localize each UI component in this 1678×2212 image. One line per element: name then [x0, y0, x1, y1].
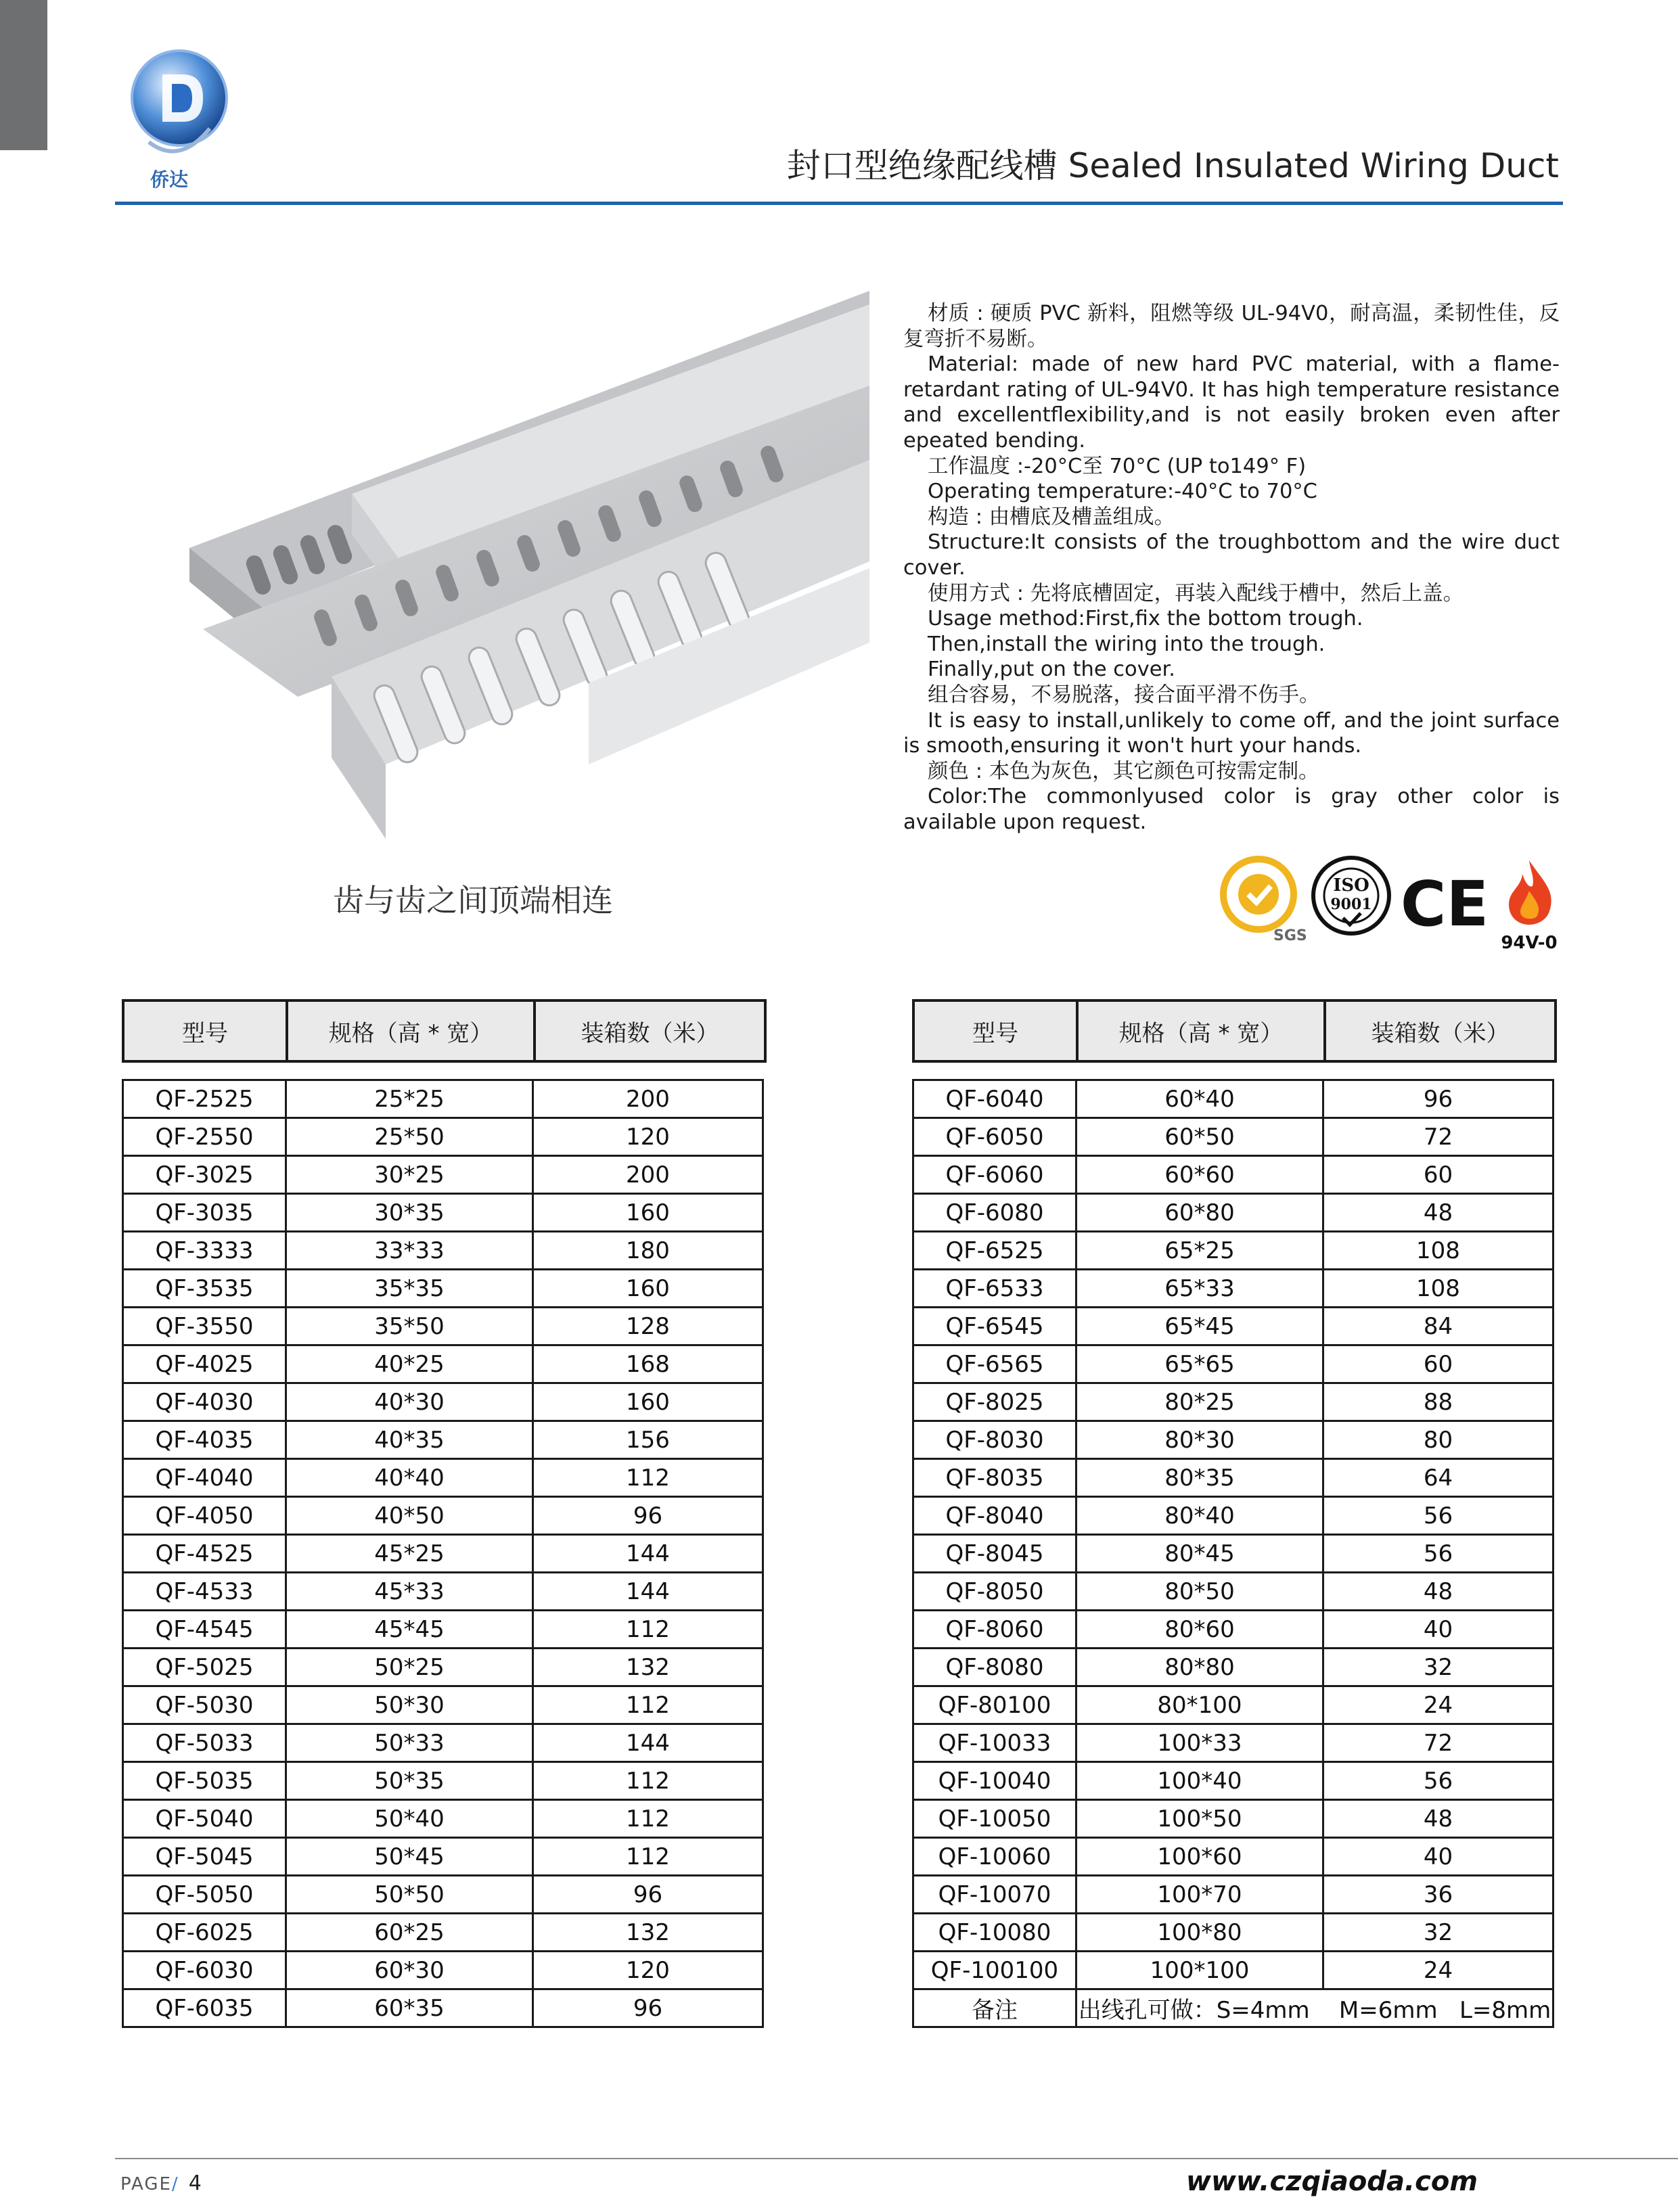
- spec-cell: 100*33: [1076, 1724, 1323, 1762]
- spec-cell: 60*80: [1076, 1194, 1323, 1232]
- model-cell: QF-10050: [913, 1800, 1076, 1838]
- table-row: [123, 1724, 763, 1762]
- spec-cell: 50*35: [286, 1762, 533, 1800]
- qty-cell: 128: [533, 1308, 763, 1345]
- sgs-label: SGS: [1273, 927, 1307, 944]
- table-row: [913, 1497, 1554, 1535]
- spec-cell: 80*45: [1076, 1535, 1323, 1573]
- page-label: [120, 2171, 203, 2195]
- spec-cell: 100*60: [1076, 1838, 1323, 1876]
- qty-cell: 160: [533, 1270, 763, 1308]
- spec-cell: 60*25: [286, 1914, 533, 1952]
- qty-cell: 60: [1323, 1345, 1554, 1383]
- model-cell: QF-6080: [913, 1194, 1076, 1232]
- qty-cell: 84: [1323, 1308, 1554, 1345]
- qty-cell: 120: [533, 1952, 763, 1989]
- header-spec: 规格（高 * 宽）: [1077, 1000, 1325, 1061]
- page-label-slash: /: [171, 2174, 179, 2194]
- table-row: [123, 1459, 763, 1497]
- spec-cell: 100*80: [1076, 1914, 1323, 1952]
- model-cell: QF-2550: [123, 1118, 286, 1156]
- spec-cell: 65*25: [1076, 1232, 1323, 1270]
- model-cell: QF-8060: [913, 1611, 1076, 1649]
- qty-cell: 96: [533, 1989, 763, 2027]
- table-row: [123, 1194, 763, 1232]
- table-row: [123, 1989, 763, 2027]
- qty-cell: 72: [1323, 1118, 1554, 1156]
- table-row: [913, 1345, 1554, 1383]
- qty-cell: 180: [533, 1232, 763, 1270]
- qty-cell: 156: [533, 1421, 763, 1459]
- table-row: [913, 1421, 1554, 1459]
- spec-cell: 80*30: [1076, 1421, 1323, 1459]
- table-row: [913, 1611, 1554, 1649]
- model-cell: QF-3035: [123, 1194, 286, 1232]
- model-cell: QF-6050: [913, 1118, 1076, 1156]
- iso-label: ISO: [1333, 875, 1369, 896]
- qty-cell: 112: [533, 1611, 763, 1649]
- spec-cell: 25*25: [286, 1080, 533, 1118]
- model-cell: QF-3535: [123, 1270, 286, 1308]
- qty-cell: 96: [533, 1497, 763, 1535]
- spec-cell: 40*25: [286, 1345, 533, 1383]
- right-table-header: [912, 999, 1557, 1063]
- model-cell: QF-4525: [123, 1535, 286, 1573]
- model-cell: QF-8040: [913, 1497, 1076, 1535]
- desc-line: Material: made of new hard PVC material, with a flame-retardant rating of UL-94V0. It has high temperature resistance and excellentflexibility,and is not easily broken even after epeated bending.: [903, 352, 1560, 453]
- table-row: [913, 1194, 1554, 1232]
- spec-cell: 30*35: [286, 1194, 533, 1232]
- qty-cell: 112: [533, 1800, 763, 1838]
- model-cell: QF-8030: [913, 1421, 1076, 1459]
- iso-number: 9001: [1330, 896, 1372, 913]
- desc-line: 构造 : 由槽底及槽盖组成。: [928, 505, 1175, 529]
- table-row: [123, 1118, 763, 1156]
- table-row: [913, 1914, 1554, 1952]
- table-row: [913, 1573, 1554, 1611]
- model-cell: QF-5040: [123, 1800, 286, 1838]
- note-label: 备注: [913, 1989, 1076, 2027]
- spec-cell: 65*65: [1076, 1345, 1323, 1383]
- model-cell: QF-8025: [913, 1383, 1076, 1421]
- model-cell: QF-4533: [123, 1573, 286, 1611]
- spec-cell: 45*25: [286, 1535, 533, 1573]
- table-row: [123, 1232, 763, 1270]
- spec-cell: 50*30: [286, 1686, 533, 1724]
- model-cell: QF-6040: [913, 1080, 1076, 1118]
- qty-cell: 80: [1323, 1421, 1554, 1459]
- spec-cell: 35*35: [286, 1270, 533, 1308]
- qty-cell: 160: [533, 1383, 763, 1421]
- qty-cell: 56: [1323, 1535, 1554, 1573]
- spec-cell: 80*50: [1076, 1573, 1323, 1611]
- table-row: [123, 1156, 763, 1194]
- right-spec-table: [912, 1079, 1554, 2028]
- spec-cell: 35*50: [286, 1308, 533, 1345]
- spec-cell: 40*35: [286, 1421, 533, 1459]
- qty-cell: 40: [1323, 1838, 1554, 1876]
- image-caption: 齿与齿之间顶端相连: [333, 882, 613, 919]
- spec-cell: 65*33: [1076, 1270, 1323, 1308]
- header-spec: 规格（高 * 宽）: [287, 1000, 535, 1061]
- qty-cell: 56: [1323, 1762, 1554, 1800]
- note-text: 出线孔可做：S=4mm M=6mm L=8mm: [1076, 1989, 1554, 2027]
- table-row: [913, 1686, 1554, 1724]
- qty-cell: 132: [533, 1914, 763, 1952]
- spec-cell: 100*100: [1076, 1952, 1323, 1989]
- model-cell: QF-6035: [123, 1989, 286, 2027]
- table-row: [123, 1535, 763, 1573]
- qty-cell: 112: [533, 1686, 763, 1724]
- model-cell: QF-6545: [913, 1308, 1076, 1345]
- table-row: [913, 1270, 1554, 1308]
- spec-cell: 80*40: [1076, 1497, 1323, 1535]
- table-row: [913, 1649, 1554, 1686]
- spec-cell: 25*50: [286, 1118, 533, 1156]
- table-row: [123, 1914, 763, 1952]
- qty-cell: 144: [533, 1573, 763, 1611]
- desc-line: 材质 : 硬质 PVC 新料，阻燃等级 UL-94V0，耐高温，柔韧性佳，反复弯折不易断。: [903, 302, 1560, 351]
- header-divider: [115, 202, 1563, 205]
- desc-line: It is easy to install,unlikely to come off, and the joint surface is smooth,ensuring it won't hurt your hands.: [903, 708, 1560, 758]
- model-cell: QF-3025: [123, 1156, 286, 1194]
- logo-text: 侨达: [150, 168, 189, 191]
- footer-divider: [115, 2158, 1678, 2159]
- desc-line: 组合容易，不易脱落，接合面平滑不伤手。: [928, 683, 1320, 707]
- table-row: [913, 1800, 1554, 1838]
- qty-cell: 72: [1323, 1724, 1554, 1762]
- qty-cell: 132: [533, 1649, 763, 1686]
- table-row: [913, 1724, 1554, 1762]
- model-cell: QF-5033: [123, 1724, 286, 1762]
- qty-cell: 48: [1323, 1573, 1554, 1611]
- spec-cell: 80*25: [1076, 1383, 1323, 1421]
- qty-cell: 144: [533, 1724, 763, 1762]
- desc-line: Finally,put on the cover.: [928, 658, 1175, 682]
- qty-cell: 32: [1323, 1914, 1554, 1952]
- table-row: [123, 1080, 763, 1118]
- spec-cell: 80*35: [1076, 1459, 1323, 1497]
- spec-cell: 50*45: [286, 1838, 533, 1876]
- qty-cell: 96: [533, 1876, 763, 1914]
- table-row: [123, 1308, 763, 1345]
- spec-cell: 40*40: [286, 1459, 533, 1497]
- header-model: 型号: [913, 1000, 1077, 1061]
- qty-cell: 108: [1323, 1232, 1554, 1270]
- desc-line: Then,install the wiring into the trough.: [928, 632, 1325, 656]
- table-row: [913, 1762, 1554, 1800]
- page-label-text: PAGE: [120, 2174, 172, 2194]
- table-row: [123, 1686, 763, 1724]
- qty-cell: 56: [1323, 1497, 1554, 1535]
- model-cell: QF-2525: [123, 1080, 286, 1118]
- page-number: 4: [188, 2171, 203, 2195]
- table-row: [123, 1497, 763, 1535]
- table-row: [913, 1838, 1554, 1876]
- spec-cell: 30*25: [286, 1156, 533, 1194]
- model-cell: QF-10033: [913, 1724, 1076, 1762]
- spec-cell: 80*80: [1076, 1649, 1323, 1686]
- spec-cell: 45*33: [286, 1573, 533, 1611]
- table-row: [123, 1762, 763, 1800]
- wiring-duct-image: [183, 291, 876, 846]
- model-cell: QF-10040: [913, 1762, 1076, 1800]
- model-cell: QF-5025: [123, 1649, 286, 1686]
- table-row: [913, 1156, 1554, 1194]
- model-cell: QF-5030: [123, 1686, 286, 1724]
- model-cell: QF-4040: [123, 1459, 286, 1497]
- left-spec-table: [122, 1079, 764, 2028]
- table-row: [123, 1952, 763, 1989]
- qty-cell: 24: [1323, 1952, 1554, 1989]
- spec-cell: 60*30: [286, 1952, 533, 1989]
- header-model: 型号: [123, 1000, 287, 1061]
- model-cell: QF-4545: [123, 1611, 286, 1649]
- spec-cell: 100*40: [1076, 1762, 1323, 1800]
- spec-cell: 65*45: [1076, 1308, 1323, 1345]
- desc-line: Usage method:First,fix the bottom trough.: [928, 607, 1363, 631]
- qty-cell: 200: [533, 1156, 763, 1194]
- left-table-header: [122, 999, 767, 1063]
- flame-icon: [1495, 854, 1563, 955]
- model-cell: QF-6060: [913, 1156, 1076, 1194]
- spec-cell: 60*60: [1076, 1156, 1323, 1194]
- desc-line: 使用方式 : 先将底槽固定，再装入配线于槽中，然后上盖。: [928, 581, 1464, 605]
- qty-cell: 36: [1323, 1876, 1554, 1914]
- table-row: [913, 1383, 1554, 1421]
- qty-cell: 60: [1323, 1156, 1554, 1194]
- qty-cell: 40: [1323, 1611, 1554, 1649]
- table-row: [913, 1118, 1554, 1156]
- qty-cell: 112: [533, 1762, 763, 1800]
- spec-cell: 45*45: [286, 1611, 533, 1649]
- desc-line: Color:The commonlyused color is gray other color is available upon request.: [903, 785, 1560, 834]
- model-cell: QF-80100: [913, 1686, 1076, 1724]
- header-qty: 装箱数（米）: [535, 1000, 765, 1061]
- spec-cell: 50*25: [286, 1649, 533, 1686]
- qty-cell: 168: [533, 1345, 763, 1383]
- spec-cell: 80*100: [1076, 1686, 1323, 1724]
- spec-cell: 60*40: [1076, 1080, 1323, 1118]
- table-row: [913, 1308, 1554, 1345]
- table-row: [913, 1080, 1554, 1118]
- desc-line: 颜色 : 本色为灰色，其它颜色可按需定制。: [928, 759, 1319, 783]
- model-cell: QF-5050: [123, 1876, 286, 1914]
- model-cell: QF-5035: [123, 1762, 286, 1800]
- website-url: www.czqiaoda.com: [1186, 2166, 1478, 2197]
- table-row: [123, 1421, 763, 1459]
- page-title: 封口型绝缘配线槽 Sealed Insulated Wiring Duct: [786, 146, 1559, 185]
- model-cell: QF-6030: [123, 1952, 286, 1989]
- spec-cell: 100*70: [1076, 1876, 1323, 1914]
- spec-cell: 50*50: [286, 1876, 533, 1914]
- qty-cell: 96: [1323, 1080, 1554, 1118]
- desc-line: Operating temperature:-40°C to 70°C: [928, 480, 1317, 504]
- table-row: [123, 1649, 763, 1686]
- qty-cell: 64: [1323, 1459, 1554, 1497]
- model-cell: QF-6533: [913, 1270, 1076, 1308]
- model-cell: QF-4025: [123, 1345, 286, 1383]
- spec-cell: 33*33: [286, 1232, 533, 1270]
- qty-cell: 120: [533, 1118, 763, 1156]
- qty-cell: 108: [1323, 1270, 1554, 1308]
- table-row: [123, 1345, 763, 1383]
- qty-cell: 112: [533, 1838, 763, 1876]
- table-row: [123, 1383, 763, 1421]
- fire-rating-label: 94V-0: [1501, 933, 1558, 953]
- model-cell: QF-3333: [123, 1232, 286, 1270]
- qty-cell: 112: [533, 1459, 763, 1497]
- model-cell: QF-6025: [123, 1914, 286, 1952]
- spec-cell: 40*30: [286, 1383, 533, 1421]
- model-cell: QF-8050: [913, 1573, 1076, 1611]
- sgs-cert-icon: [1218, 854, 1307, 948]
- table-row: [913, 1876, 1554, 1914]
- table-row: [913, 1952, 1554, 1989]
- qty-cell: 160: [533, 1194, 763, 1232]
- table-row: [913, 1535, 1554, 1573]
- table-row: [123, 1838, 763, 1876]
- ce-label: CE: [1400, 868, 1489, 940]
- model-cell: QF-4030: [123, 1383, 286, 1421]
- spec-cell: 60*50: [1076, 1118, 1323, 1156]
- model-cell: QF-6525: [913, 1232, 1076, 1270]
- qty-cell: 24: [1323, 1686, 1554, 1724]
- header-qty: 装箱数（米）: [1325, 1000, 1556, 1061]
- ce-mark-icon: [1400, 868, 1489, 940]
- spec-cell: 50*33: [286, 1724, 533, 1762]
- spec-cell: 100*50: [1076, 1800, 1323, 1838]
- side-tab: [0, 0, 47, 150]
- model-cell: QF-8035: [913, 1459, 1076, 1497]
- iso-cert-icon: [1309, 854, 1394, 948]
- desc-line: 工作温度 :-20°C至 70°C (UP to149° F): [928, 454, 1307, 478]
- model-cell: QF-100100: [913, 1952, 1076, 1989]
- table-row: [123, 1573, 763, 1611]
- qty-cell: 200: [533, 1080, 763, 1118]
- product-description: [903, 301, 1560, 835]
- spec-cell: 80*60: [1076, 1611, 1323, 1649]
- model-cell: QF-8080: [913, 1649, 1076, 1686]
- qty-cell: 48: [1323, 1194, 1554, 1232]
- model-cell: QF-6565: [913, 1345, 1076, 1383]
- table-row: [123, 1876, 763, 1914]
- spec-cell: 50*40: [286, 1800, 533, 1838]
- model-cell: QF-10060: [913, 1838, 1076, 1876]
- qty-cell: 88: [1323, 1383, 1554, 1421]
- note-row: [913, 1989, 1554, 2027]
- model-cell: QF-4050: [123, 1497, 286, 1535]
- model-cell: QF-3550: [123, 1308, 286, 1345]
- spec-cell: 60*35: [286, 1989, 533, 2027]
- qty-cell: 144: [533, 1535, 763, 1573]
- qty-cell: 48: [1323, 1800, 1554, 1838]
- spec-cell: 40*50: [286, 1497, 533, 1535]
- model-cell: QF-8045: [913, 1535, 1076, 1573]
- model-cell: QF-10070: [913, 1876, 1076, 1914]
- model-cell: QF-10080: [913, 1914, 1076, 1952]
- desc-line: Structure:It consists of the troughbottom and the wire duct cover.: [903, 530, 1560, 580]
- qty-cell: 32: [1323, 1649, 1554, 1686]
- table-row: [123, 1800, 763, 1838]
- table-row: [913, 1232, 1554, 1270]
- table-row: [913, 1459, 1554, 1497]
- model-cell: QF-4035: [123, 1421, 286, 1459]
- model-cell: QF-5045: [123, 1838, 286, 1876]
- table-row: [123, 1270, 763, 1308]
- table-row: [123, 1611, 763, 1649]
